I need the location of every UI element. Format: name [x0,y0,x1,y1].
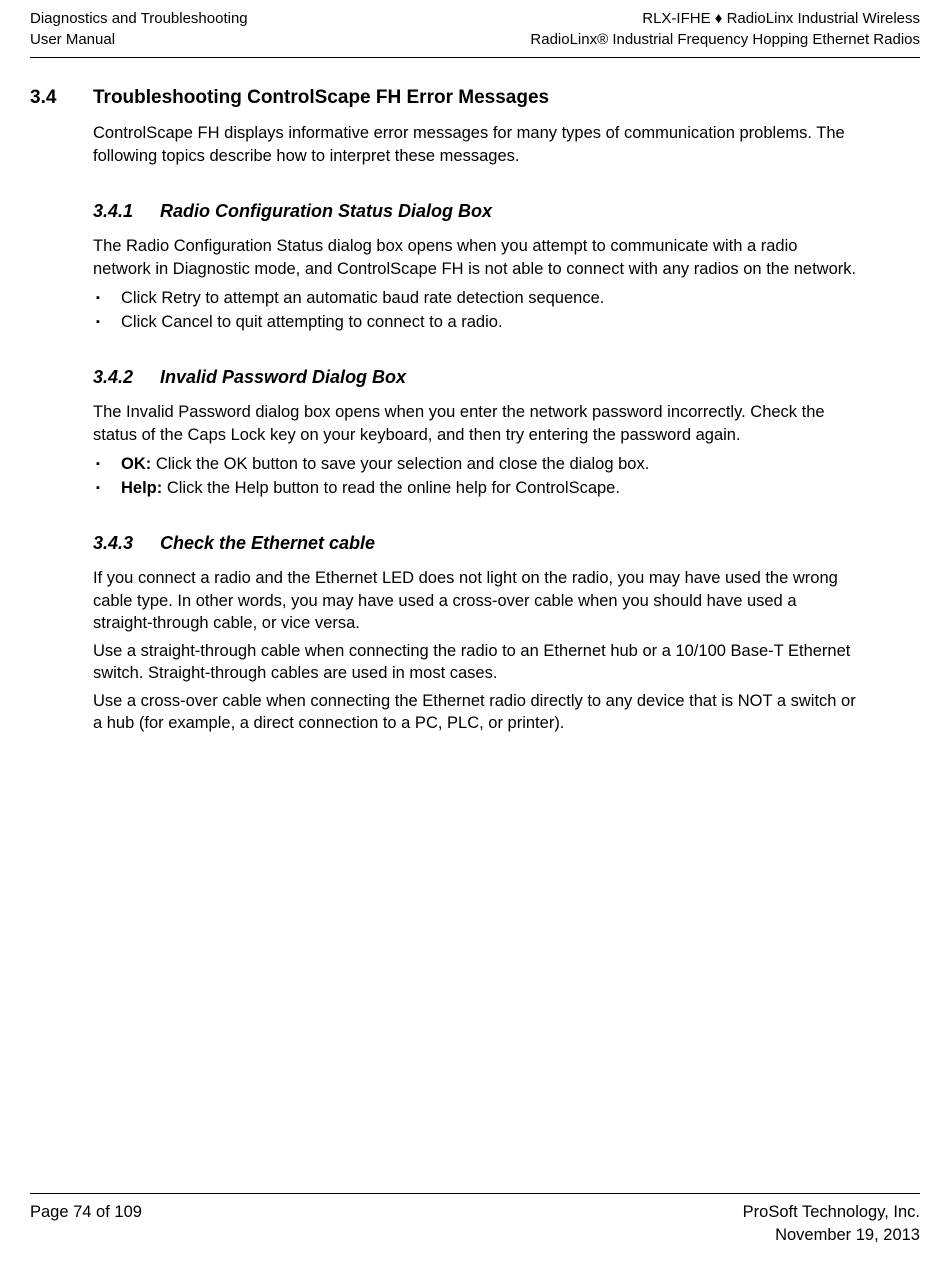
list-item [93,453,859,476]
page-header [30,8,920,58]
bullet-body-text: Click the Help button to read the online help for ControlScape. [162,478,620,497]
page-footer [30,1193,920,1247]
bullet-list [93,453,859,499]
footer-right-block [743,1201,920,1247]
subsection-paragraph: Use a straight-through cable when connecting the radio to an Ethernet hub or a 10/100 Base-T Ethernet switch. Straight-through cables are used in most cases. [93,641,851,682]
bullet-square-icon: ▪ [96,292,100,304]
list-item [93,287,859,310]
bullet-body-text: Click Cancel to quit attempting to connect to a radio. [121,312,503,331]
footer-company: ProSoft Technology, Inc. [742,1203,920,1221]
section-intro-paragraph: ControlScape FH displays informative error messages for many types of communication problems. The following topics describe how to interpret these messages. [93,124,845,165]
footer-date: November 19, 2013 [775,1226,920,1244]
subsection-heading-2 [93,366,859,389]
subsection-title: Invalid Password Dialog Box [160,367,407,387]
header-product-description: RadioLinx® Industrial Frequency Hopping Ethernet Radios [530,31,920,48]
bullet-square-icon: ▪ [96,481,100,494]
footer-page-number: Page 74 of 109 [30,1203,142,1221]
subsection-heading-3 [93,532,859,555]
header-right-block [530,8,920,50]
bullet-bold-label: OK: [121,455,152,473]
bullet-square-icon: ▪ [96,458,100,470]
subsection-paragraph: Use a cross-over cable when connecting the Ethernet radio directly to any device that is NOT a switch or a hub (for example, a direct connection to a PC, PLC, or printer). [93,691,856,732]
subsection-number: 3.4.3 [93,533,134,553]
bullet-body-text: Click the OK button to save your selection and close the dialog box. [151,455,650,473]
bullet-square-icon: ▪ [96,315,100,328]
subsection-paragraph: The Radio Configuration Status dialog box opens when you attempt to communicate with a radio network in Diagnostic mode, and ControlScape FH is not able to connect with any radios on the network. [93,237,857,278]
bullet-text [121,287,604,310]
bullet-text [121,477,620,500]
bullet-bold-label: Help: [121,478,163,497]
bullet-text [121,311,503,334]
list-item [93,311,859,334]
section-heading [30,86,920,110]
section-number: 3.4 [30,87,57,108]
list-item [93,477,859,500]
subsection-number: 3.4.1 [93,201,134,221]
header-product-name: RLX-IFHE ♦ RadioLinx Industrial Wireless [642,10,920,27]
subsection-heading-1 [93,200,859,223]
subsection-title: Radio Configuration Status Dialog Box [160,201,492,221]
section-content [93,122,859,735]
header-doc-title: Diagnostics and Troubleshooting [30,10,248,27]
section-title: Troubleshooting ControlScape FH Error Messages [93,87,550,108]
subsection-paragraph: If you connect a radio and the Ethernet LED does not light on the radio, you may have used the wrong cable type. In other words, you may have used a cross-over cable when you should have used a straight-through cable, or vice versa. [93,569,838,632]
subsection-number: 3.4.2 [93,367,134,387]
subsection-title: Check the Ethernet cable [160,533,376,553]
bullet-text [121,453,649,476]
header-doc-type: User Manual [30,31,116,48]
header-left-block [30,8,248,50]
bullet-list [93,287,859,333]
subsection-paragraph: The Invalid Password dialog box opens when you enter the network password incorrectly. Check the status of the Caps Lock key on your keyboard, and then try entering the password again. [93,403,825,444]
bullet-body-text: Click Retry to attempt an automatic baud rate detection sequence. [121,289,605,307]
